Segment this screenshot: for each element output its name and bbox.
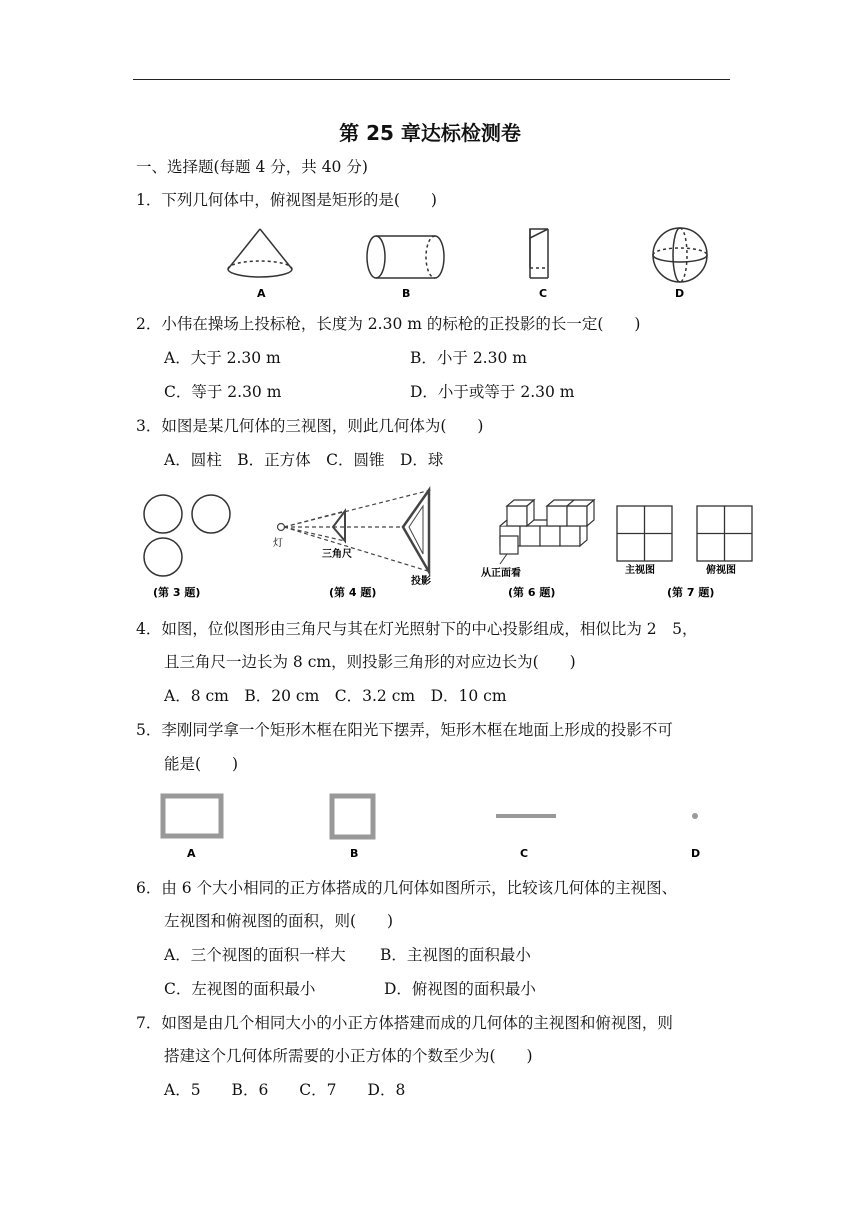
caption-fig-6: (第 6 题) [508, 586, 556, 599]
main-view-label: 主视图 [625, 565, 655, 576]
stacked-cubes-figure [500, 500, 594, 554]
top-view-grid [697, 506, 752, 561]
option-label-d: D [691, 847, 701, 860]
question-3-options: A．圆柱 B．正方体 C．圆锥 D．球 [164, 451, 444, 469]
question-4-options: A．8 cm B．20 cm C．3.2 cm D．10 cm [164, 687, 507, 705]
question-2-option-d: D．小于或等于 2.30 m [410, 383, 575, 401]
option-label-b: B [350, 847, 359, 860]
main-view-grid [617, 506, 672, 561]
page-title: 第 25 章达标检测卷 [339, 121, 521, 145]
question-2-option-c: C．等于 2.30 m [164, 383, 282, 401]
question-2-stem: 2．小伟在操场上投标枪，长度为 2.30 m 的标枪的正投影的长一定( ) [136, 315, 641, 333]
caption-fig-3: (第 3 题) [153, 586, 201, 599]
point-shadow [692, 813, 698, 819]
lamp-projection-figure [278, 490, 432, 572]
option-label-a: A [187, 847, 196, 860]
option-label-c: C [520, 847, 529, 860]
section-heading: 一、选择题(每题 4 分，共 40 分) [136, 158, 368, 176]
question-7-options: A．5 B．6 C．7 D．8 [164, 1081, 406, 1099]
question-5-stem-cont: 能是( ) [164, 755, 239, 773]
option-label-c: C [539, 287, 548, 300]
cone-shape [228, 229, 292, 277]
question-7-stem-cont: 搭建这个几何体所需要的小正方体的个数至少为( ) [164, 1047, 533, 1065]
question-5-figure [150, 788, 720, 864]
triangle-label: 三角尺 [322, 549, 352, 560]
three-views-circles [144, 495, 230, 576]
question-6-option-c: C．左视图的面积最小 [164, 980, 316, 998]
question-7-stem: 7．如图是由几个相同大小的小正方体搭建而成的几何体的主视图和俯视图，则 [136, 1014, 673, 1032]
question-6-option-d: D．俯视图的面积最小 [384, 980, 536, 998]
question-6-stem: 6．由 6 个大小相同的正方体搭成的几何体如图所示，比较该几何体的主视图、 [136, 879, 678, 897]
question-2-option-a: A．大于 2.30 m [164, 349, 281, 367]
sphere-shape [653, 228, 707, 282]
question-6-option-a: A．三个视图的面积一样大 [164, 946, 346, 964]
question-6-stem-cont: 左视图和俯视图的面积，则( ) [164, 912, 394, 930]
front-view-label: 从正面看 [481, 568, 521, 579]
square-shadow [332, 796, 373, 837]
question-4-stem: 4．如图，位似图形由三角尺与其在灯光照射下的中心投影组成，相似比为 2 5， [136, 620, 698, 638]
header-rule [133, 79, 730, 80]
question-4-stem-cont: 且三角尺一边长为 8 cm，则投影三角形的对应边长为( ) [164, 653, 576, 671]
option-label-d: D [675, 287, 685, 300]
question-1-stem: 1．下列几何体中，俯视图是矩形的是( ) [136, 191, 437, 209]
question-2-option-b: B．小于 2.30 m [410, 349, 527, 367]
figure-row [135, 484, 765, 606]
lamp-label: 灯 [273, 538, 283, 549]
question-3-stem: 3．如图是某几何体的三视图，则此几何体为( ) [136, 417, 484, 435]
prism-shape [530, 229, 548, 278]
question-5-stem: 5．李刚同学拿一个矩形木框在阳光下摆弄，矩形木框在地面上形成的投影不可 [136, 721, 673, 739]
option-label-b: B [402, 287, 411, 300]
rectangle-shadow [163, 796, 221, 836]
projection-label: 投影 [411, 576, 431, 587]
caption-fig-7: (第 7 题) [667, 586, 715, 599]
question-6-option-b: B．主视图的面积最小 [380, 946, 531, 964]
option-label-a: A [257, 287, 266, 300]
top-view-label: 俯视图 [706, 565, 736, 576]
caption-fig-4: (第 4 题) [329, 586, 377, 599]
cylinder-shape [367, 236, 444, 278]
question-1-figure [215, 224, 725, 304]
